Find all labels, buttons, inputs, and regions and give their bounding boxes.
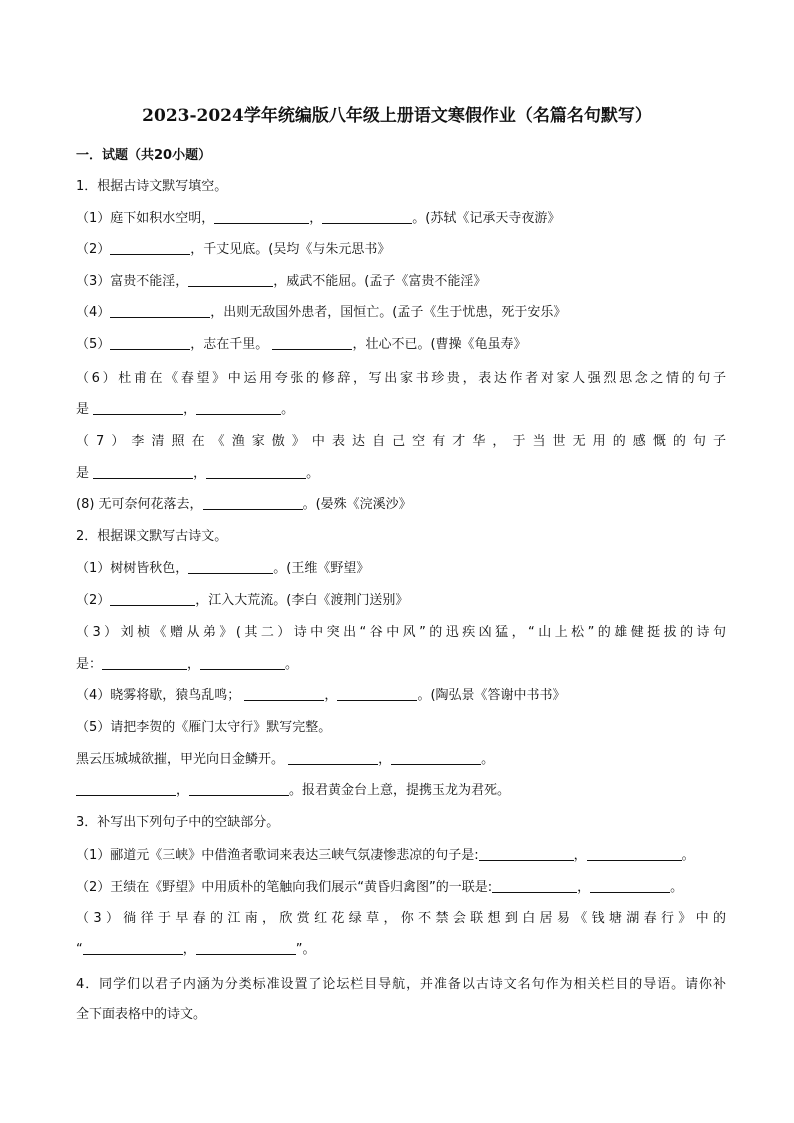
question-3-item-3-text: （3）徜徉于早春的江南，欣赏红花绿草，你不禁会联想到白居易《钱塘湖春行》中的 <box>76 911 726 926</box>
question-1-item-8 <box>76 495 726 515</box>
item-source: ，威武不能屈。(孟子《富贵不能淫》 <box>273 274 487 289</box>
section-heading: 一．试题（共20小题） <box>76 148 212 163</box>
item-text: (8) 无可奈何花落去， <box>76 497 203 512</box>
question-3-item-3-answer <box>76 940 726 960</box>
answer-blank[interactable] <box>203 495 303 510</box>
answer-blank[interactable] <box>479 846 574 861</box>
answer-blank[interactable] <box>93 400 183 415</box>
question-3-item-1 <box>76 846 726 866</box>
question-1-item-5 <box>76 335 726 355</box>
answer-blank[interactable] <box>83 940 183 955</box>
answer-blank[interactable] <box>196 940 296 955</box>
item-source: 。(陶弘景《答谢中书书》 <box>417 688 566 703</box>
question-2-item-5-line-b <box>76 781 726 801</box>
question-2-item-2 <box>76 591 726 611</box>
answer-blank[interactable] <box>189 781 289 796</box>
answer-blank[interactable] <box>76 781 176 796</box>
item-end: 。 <box>306 466 320 481</box>
item-source: 。(晏殊《浣溪沙》 <box>302 497 412 512</box>
answer-blank[interactable] <box>272 335 352 350</box>
answer-blank[interactable] <box>322 209 412 224</box>
question-2-item-4 <box>76 686 726 706</box>
item-end: 。 <box>670 880 684 895</box>
question-1-item-2 <box>76 240 726 260</box>
item-end: 。 <box>281 402 295 417</box>
answer-blank[interactable] <box>288 750 378 765</box>
question-1-item-3 <box>76 272 726 292</box>
question-4-line-1: 4．同学们以君子内涵为分类标准设置了论坛栏目导航，并准备以古诗文名句作为相关栏目的导语。请你补 <box>76 977 726 992</box>
item-separator: ， <box>324 688 338 703</box>
item-text: （4） <box>76 305 111 320</box>
question-2-stem: 2．根据课文默写古诗文。 <box>76 529 228 544</box>
question-3-item-2 <box>76 878 726 898</box>
answer-blank[interactable] <box>590 878 670 893</box>
quote-close: ”。 <box>295 942 316 957</box>
item-separator: ， <box>309 211 323 226</box>
question-2-item-5-line-a <box>76 750 726 770</box>
question-2-item-3-text: （3）刘桢《赠从弟》(其二）诗中突出“谷中风”的迅疾凶猛，“山上松”的雄健挺拔的诗句 <box>76 625 726 640</box>
answer-blank[interactable] <box>244 686 324 701</box>
answer-blank[interactable] <box>110 240 190 255</box>
question-2-item-1 <box>76 559 726 579</box>
quote-open: “ <box>76 942 83 957</box>
answer-blank[interactable] <box>214 209 309 224</box>
question-2-item-3-answer <box>76 655 726 675</box>
item-source: 。(苏轼《记承天寺夜游》 <box>412 211 561 226</box>
item-text: （1）庭下如积水空明， <box>76 211 215 226</box>
question-1-item-6-text: （6）杜甫在《春望》中运用夸张的修辞，写出家书珍贵，表达作者对家人强烈思念之情的句子 <box>76 371 726 386</box>
question-1-item-7-text: （7）李清照在《渔家傲》中表达自己空有才华，于当世无用的感慨的句子 <box>76 434 726 449</box>
item-text: （1）郦道元《三峡》中借渔者歌词来表达三峡气氛凄惨悲凉的句子是: <box>76 848 479 863</box>
poem-text: 。报君黄金台上意，提携玉龙为君死。 <box>289 783 511 798</box>
answer-blank[interactable] <box>110 591 195 606</box>
item-text: （2）王绩在《野望》中用质朴的笔触向我们展示“黄昏归禽图”的一联是: <box>76 880 493 895</box>
item-text: ，志在千里。 <box>190 337 269 352</box>
question-1-item-4 <box>76 303 726 323</box>
answer-blank[interactable] <box>196 400 281 415</box>
item-separator: ， <box>182 942 196 957</box>
item-text: （5） <box>76 337 111 352</box>
answer-blank[interactable] <box>587 846 682 861</box>
item-source: ，出则无敌国外患者，国恒亡。(孟子《生于忧患，死于安乐》 <box>210 305 567 320</box>
item-text: （4）晓雾将歇，猿鸟乱鸣； <box>76 688 241 703</box>
item-text: （2） <box>76 593 111 608</box>
answer-blank[interactable] <box>110 335 190 350</box>
item-source: ，壮心不已。(曹操《龟虽寿》 <box>352 337 527 352</box>
item-end: 。 <box>481 752 495 767</box>
item-separator: ， <box>193 466 207 481</box>
item-text: 是 <box>76 466 90 481</box>
item-separator: ， <box>183 402 197 417</box>
item-separator: ， <box>187 657 201 672</box>
answer-blank[interactable] <box>93 464 193 479</box>
answer-blank[interactable] <box>110 303 210 318</box>
answer-blank[interactable] <box>492 878 577 893</box>
item-separator: ， <box>573 848 587 863</box>
item-separator: ， <box>577 880 591 895</box>
poem-text: 黑云压城城欲摧，甲光向日金鳞开。 <box>76 752 285 767</box>
item-end: 。 <box>681 848 695 863</box>
item-text: 是 <box>76 402 90 417</box>
answer-blank[interactable] <box>102 655 187 670</box>
item-text: 是： <box>76 657 103 672</box>
question-2-item-5-stem: （5）请把李贺的《雁门太守行》默写完整。 <box>76 720 332 735</box>
question-1-item-6-answer <box>76 400 726 420</box>
item-text: （2） <box>76 242 111 257</box>
item-source: 。(王维《野望》 <box>273 561 370 576</box>
question-1-stem: 1．根据古诗文默写填空。 <box>76 179 228 194</box>
answer-blank[interactable] <box>206 464 306 479</box>
question-3-stem: 3．补写出下列句子中的空缺部分。 <box>76 815 280 830</box>
page-title: 2023-2024学年统编版八年级上册语文寒假作业（名篇名句默写） <box>142 106 652 126</box>
item-source: ，千丈见底。(吴均《与朱元思书》 <box>190 242 391 257</box>
question-1-item-1 <box>76 209 726 229</box>
answer-blank[interactable] <box>200 655 285 670</box>
answer-blank[interactable] <box>188 559 273 574</box>
answer-blank[interactable] <box>391 750 481 765</box>
item-end: 。 <box>285 657 299 672</box>
item-text: （1）树树皆秋色， <box>76 561 189 576</box>
item-text: （3）富贵不能淫， <box>76 274 189 289</box>
item-separator: ， <box>378 752 392 767</box>
answer-blank[interactable] <box>337 686 417 701</box>
answer-blank[interactable] <box>188 272 273 287</box>
question-4-line-2: 全下面表格中的诗文。 <box>76 1007 207 1022</box>
question-1-item-7-answer <box>76 464 726 484</box>
item-source: ，江入大荒流。(李白《渡荆门送别》 <box>195 593 409 608</box>
item-separator: ， <box>176 783 190 798</box>
